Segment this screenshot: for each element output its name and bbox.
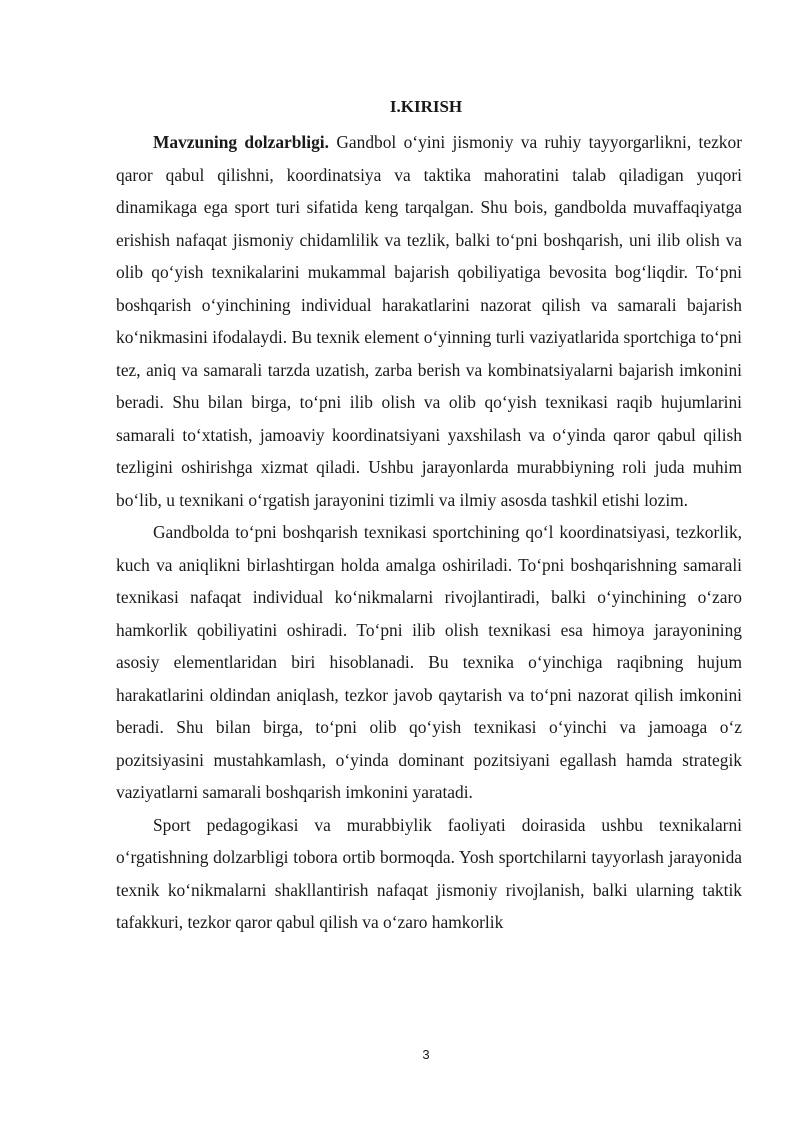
section-heading: I.KIRISH: [389, 97, 463, 116]
paragraph-ball-handling: Gandbolda to‘pni boshqarish texnikasi sportchining qo‘l koordinatsiyasi, tezkorlik, kuch va aniqlikni birlashtirgan holda amalga oshiriladi. To‘pni boshqarishning samarali texnikasi nafaqat individual ko‘nikmalarni rivojlantiradi, balki o‘yinchining o‘zaro hamkorlik qobiliyatini oshiradi. To‘pni ilib olish texnikasi esa himoya jarayonining asosiy elementlaridan biri hisoblanadi. Bu texnika o‘yinchiga raqibning hujum harakatlarini oldindan aniqlash, tezkor javob qaytarish va to‘pni nazorat qilish imkonini beradi. Shu bilan birga, to‘pni olib qo‘yish texnikasi o‘yinchi va jamoaga o‘z pozitsiyasini mustahkamlash, o‘yinda dominant pozitsiyani egallash hamda strategik vaziyatlarni samarali boshqarish imkonini yaratadi.: [116, 522, 742, 802]
page-number: 3: [422, 1047, 430, 1062]
paragraph-relevance: [116, 126, 742, 516]
paragraph-lead: Mavzuning dolzarbligi.: [153, 132, 329, 152]
paragraph-pedagogy: Sport pedagogikasi va murabbiylik faoliyati doirasida ushbu texnikalarni o‘rgatishning dolzarbligi tobora ortib bormoqda. Yosh sportchilarni tayyorlash jarayonida texnik ko‘nikmalarni shakllantirish nafaqat jismoniy rivojlanish, balki ularning taktik tafakkuri, tezkor qaror qabul qilish va o‘zaro hamkorlik: [116, 814, 742, 932]
body-text: [116, 126, 742, 939]
paragraph-text: Gandbol o‘yini jismoniy va ruhiy tayyorgarlikni, tezkor qaror qabul qilishni, koordinatsiya va taktika mahoratini talab qiladigan yuqori dinamikaga ega sport turi sifatida keng tarqalgan. Shu bois, gandbolda muvaffaqiyatga erishish nafaqat jismoniy chidamlilik va tezlik, balki to‘pni boshqarish, uni ilib olish va olib qo‘yish texnikalarini mukammal bajarish qobiliyatiga bevosita bog‘liqdir. To‘pni boshqarish o‘yinchining individual harakatlarini nazorat qilish va samarali bajarish ko‘nikmasini ifodalaydi. Bu texnik element o‘yinning turli vaziyatlarida sportchiga to‘pni tez, aniq va samarali tarzda uzatish, zarba berish va kombinatsiyalarni bajarish imkonini beradi. Shu bilan birga, to‘pni ilib olish va olib qo‘yish texnikasi raqib hujumlarini samarali to‘xtatish, jamoaviy koordinatsiyani yaxshilash va o‘yinda qaror qabul qilish tezligini oshirishga xizmat qiladi. Ushbu jarayonlarda murabbiyning roli juda muhim bo‘lib, u texnikani o‘rgatish jarayonini tizimli va ilmiy asosda tashkil etishi lozim.: [116, 132, 742, 510]
